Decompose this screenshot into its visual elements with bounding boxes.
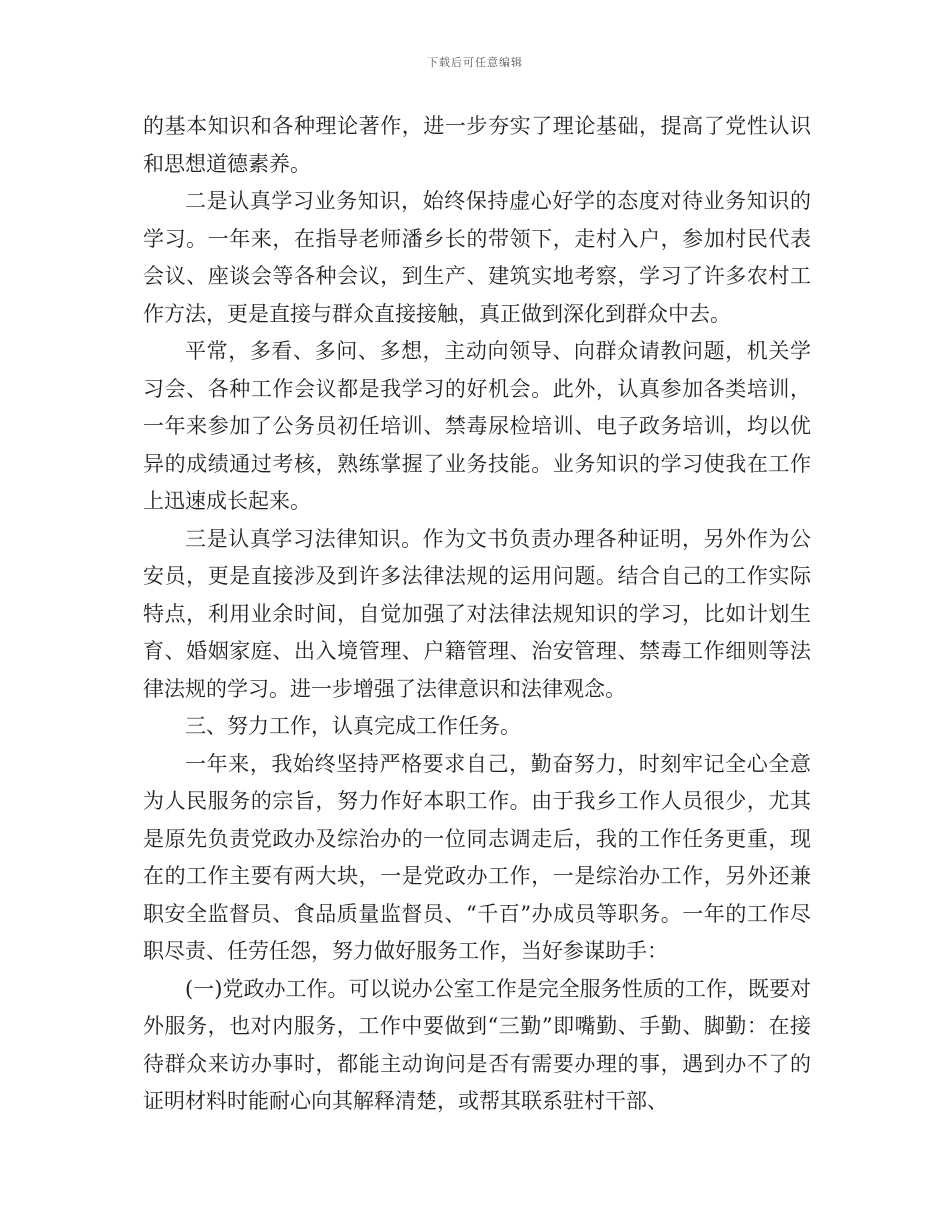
paragraph-work-summary: 一年来，我始终坚持严格要求自己，勤奋努力，时刻牢记全心全意为人民服务的宗旨，努力作好本职工作。由于我乡工作人员很少，尤其是原先负责党政办及综治办的一位同志调走后，我的工作任务更重，现在的工作主要有两大块，一是党政办工作，一是综治办工作，另外还兼职安全监督员、食品质量监督员、“千百”办成员等职务。一年的工作尽职尽责、任劳任怨，努力做好服务工作，当好参谋助手： — [143, 751, 811, 963]
paragraph-party-office-work: (一)党政办工作。可以说办公室工作是完全服务性质的工作，既要对外服务，也对内服务，工作中要做到“三勤”即嘴勤、手勤、脚勤：在接待群众来访办事时，都能主动询问是否有需要办理的事，遇到办不了的证明材料时能耐心向其解释清楚，或帮其联系驻村干部、 — [143, 976, 811, 1113]
paragraph-business-knowledge: 二是认真学习业务知识，始终保持虚心好学的态度对待业务知识的学习。一年来，在指导老师潘乡长的带领下，走村入户，参加村民代表会议、座谈会等各种会议，到生产、建筑实地考察，学习了许多农村工作方法，更是直接与群众直接接触，真正做到深化到群众中去。 — [143, 189, 811, 326]
section-heading-work: 三、努力工作，认真完成工作任务。 — [185, 714, 521, 738]
page-header-note: 下载后可任意编辑 — [427, 56, 523, 69]
paragraph-daily-learning: 平常，多看、多问、多想，主动向领导、向群众请教问题，机关学习会、各种工作会议都是我学习的好机会。此外，认真参加各类培训，一年来参加了公务员初任培训、禁毒尿检培训、电子政务培训，均以优异的成绩通过考核，熟练掌握了业务技能。业务知识的学习使我在工作上迅速成长起来。 — [143, 339, 811, 513]
document-body — [143, 108, 811, 1121]
paragraph-legal-knowledge: 三是认真学习法律知识。作为文书负责办理各种证明，另外作为公安员，更是直接涉及到许多法律法规的运用问题。结合自己的工作实际特点，利用业余时间，自觉加强了对法律法规知识的学习，比如计划生育、婚姻家庭、出入境管理、户籍管理、治安管理、禁毒工作细则等法律法规的学习。进一步增强了法律意识和法律观念。 — [143, 526, 811, 701]
paragraph-continuation: 的基本知识和各种理论著作，进一步夯实了理论基础，提高了党性认识和思想道德素养。 — [143, 114, 811, 176]
